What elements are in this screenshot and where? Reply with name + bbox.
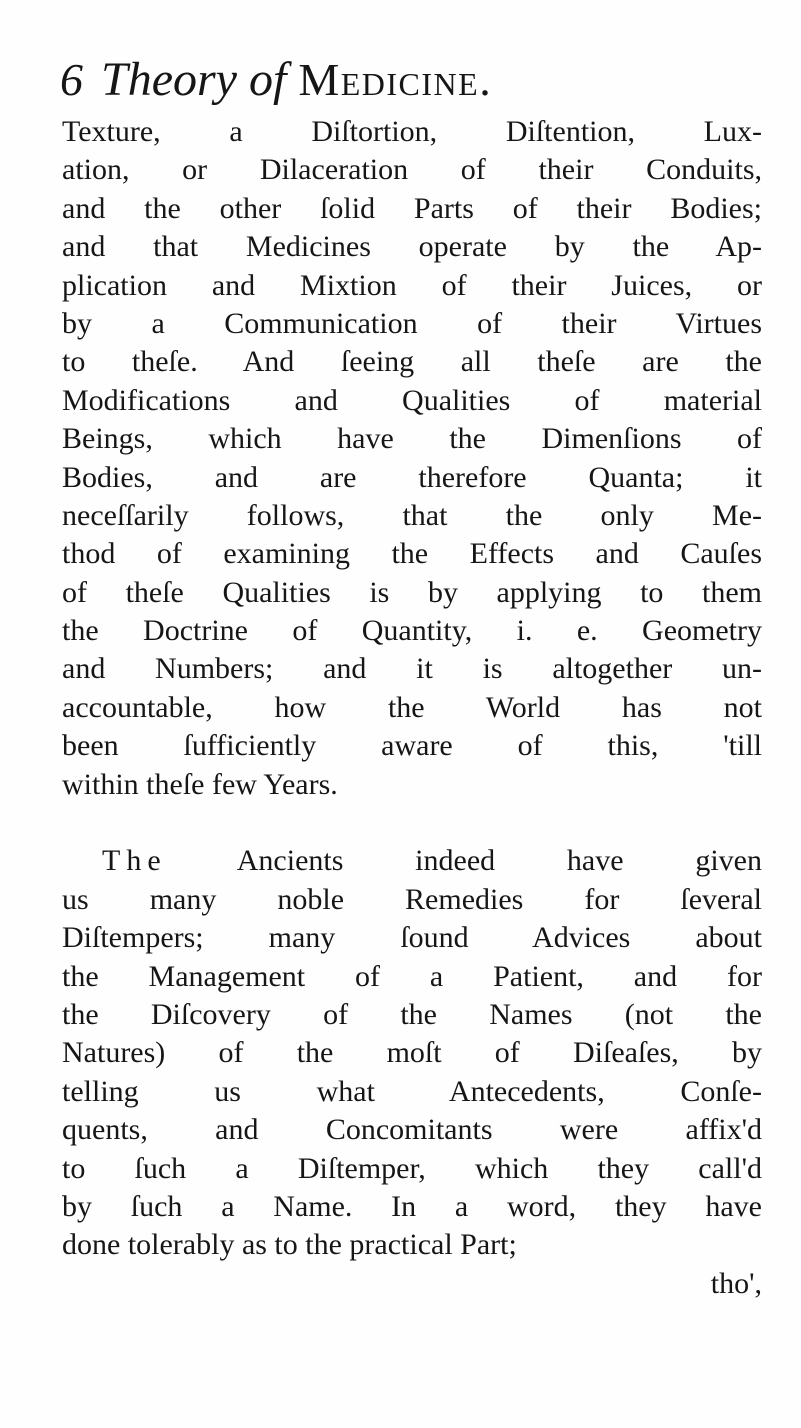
text-line: Modifications and Qualities of material — [62, 383, 762, 417]
text-line: to ſuch a Diſtemper, which they call'd — [62, 1151, 762, 1185]
running-head-caps: Medicine. — [298, 54, 493, 105]
running-head-title: Theory of — [101, 53, 287, 106]
body-text — [62, 113, 762, 1303]
text-line: within theſe few Years. — [62, 767, 338, 801]
text-line: been ſufficiently aware of this, 'till — [62, 729, 762, 763]
text-line: telling us what Antecedents, Conſe- — [62, 1074, 762, 1108]
text-line: Texture, a Diſtortion, Diſtention, Lux- — [62, 115, 762, 148]
first-word-caps: The — [102, 844, 167, 878]
text-line: Natures) of the moſt of Diſeaſes, by — [62, 1036, 762, 1070]
text-line: ation, or Dilaceration of their Conduits, — [62, 153, 762, 187]
text-line: Beings, which have the Dimenſions of — [62, 422, 762, 456]
text-line: and that Medicines operate by the Ap- — [62, 230, 762, 264]
page-number: 6 — [60, 54, 83, 105]
text-line: Diſtempers; many ſound Advices about — [62, 921, 762, 955]
text-line: thod of examining the Effects and Cauſes — [62, 537, 762, 571]
text-line: and the other ſolid Parts of their Bodies; — [62, 191, 762, 225]
text-line-first — [62, 842, 762, 880]
text-line: by a Communication of their Virtues — [62, 306, 762, 340]
paragraph-1 — [62, 113, 762, 804]
catchword: tho', — [710, 1266, 762, 1300]
text-line: the Doctrine of Quantity, i. e. Geometry — [62, 614, 762, 648]
text-line: the Management of a Patient, and for — [62, 959, 762, 993]
text-line: neceſſarily follows, that the only Me- — [62, 498, 762, 532]
first-line-rest: Ancients indeed have given — [236, 844, 762, 878]
text-line: plication and Mixtion of their Juices, or — [62, 268, 762, 302]
text-line: to theſe. And ſeeing all theſe are the — [62, 345, 762, 379]
text-line: us many noble Remedies for ſeveral — [62, 882, 762, 916]
text-line: accountable, how the World has not — [62, 690, 762, 724]
text-line: the Diſcovery of the Names (not the — [62, 997, 762, 1031]
running-head — [60, 52, 760, 112]
text-line: of theſe Qualities is by applying to them — [62, 575, 762, 609]
paragraph-gap — [62, 804, 762, 842]
text-line: Bodies, and are therefore Quanta; it — [62, 460, 762, 494]
text-line: by ſuch a Name. In a word, they have — [62, 1189, 762, 1223]
text-line: done tolerably as to the practical Part; — [62, 1228, 517, 1262]
text-line: quents, and Concomitants were affix'd — [62, 1113, 762, 1147]
text-line: and Numbers; and it is altogether un- — [62, 652, 762, 686]
paragraph-2 — [62, 842, 762, 1303]
